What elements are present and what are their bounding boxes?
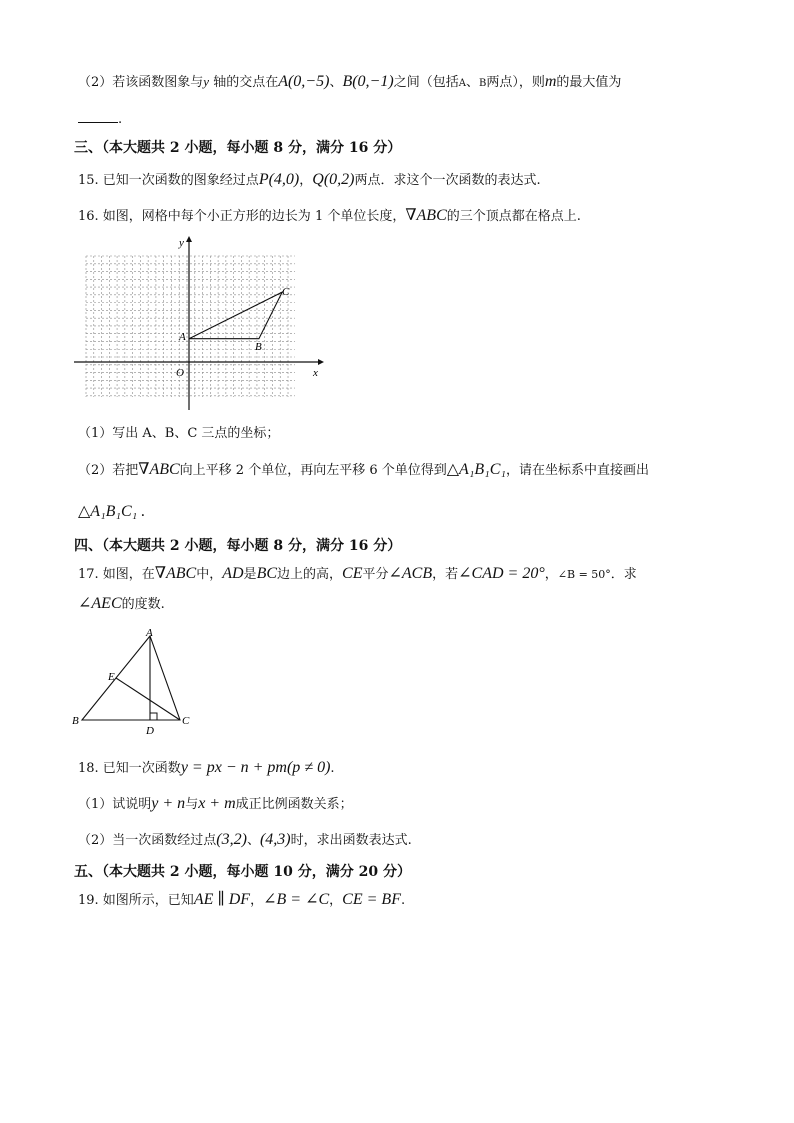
q17-cont: ∠AEC的度数.	[78, 595, 165, 612]
x-axis-arrow	[318, 359, 324, 365]
point-label-d17: D	[146, 725, 154, 737]
triangle-abc	[189, 292, 282, 339]
point-label-a17: A	[146, 627, 153, 639]
grid-coordinate-figure	[70, 232, 330, 414]
section-4-heading: 四、（本大题共 2 小题，每小题 8 分，满分 16 分）	[74, 538, 402, 554]
q16-part2-cont: △A₁B₁C₁ .	[78, 503, 146, 520]
answer-blank-line: .	[78, 108, 122, 130]
q16-part2: （2）若把∇ABC向上平移 2 个单位，再向左平移 6 个单位得到△A₁B₁C₁，请在坐标系中直接画出	[78, 461, 649, 478]
grid-lines	[86, 256, 295, 397]
right-angle-mark	[150, 713, 157, 720]
q18: 18. 已知一次函数y = px − n + pm(p ≠ 0).	[78, 759, 335, 776]
origin-label: O	[176, 367, 184, 379]
point-label-c17: C	[182, 715, 190, 727]
axis-label-x: x	[313, 367, 318, 379]
triangle-figure	[68, 624, 208, 740]
axis-label-y: y	[179, 237, 184, 249]
point-label-c: C	[282, 286, 290, 298]
bisector-ce	[116, 678, 180, 720]
triangle-abc-17	[82, 636, 180, 720]
q16: 16. 如图，网格中每个小正方形的边长为 1 个单位长度，∇ABC的三个顶点都在格点上.	[78, 207, 581, 224]
point-label-a: A	[179, 331, 186, 343]
q19: 19. 如图所示，已知AE ∥ DF，∠B = ∠C，CE = BF.	[78, 891, 406, 908]
section-3-heading: 三、（本大题共 2 小题，每小题 8 分，满分 16 分）	[74, 140, 402, 156]
point-label-e17: E	[108, 671, 115, 683]
section-5-heading: 五、（本大题共 2 小题，每小题 10 分，满分 20 分）	[74, 864, 411, 880]
q15: 15. 已知一次函数的图象经过点P(4,0)，Q(0,2)两点．求这个一次函数的表达式.	[78, 171, 541, 188]
y-axis-arrow	[186, 236, 192, 242]
q14-part2: （2）若该函数图象与y 轴的交点在A(0,−5)、B(0,−1)之间（包括A、B两点），则m的最大值为	[78, 73, 622, 90]
q17: 17. 如图，在∇ABC中，AD是BC边上的高，CE平分∠ACB，若∠CAD = 20°，∠B = 50°．求	[78, 565, 637, 582]
q18-part1: （1）试说明y + n与x + m成正比例函数关系；	[78, 795, 353, 812]
q16-part1: （1）写出 A、B、C 三点的坐标；	[78, 426, 280, 441]
point-label-b: B	[255, 341, 262, 353]
answer-blank	[78, 108, 118, 123]
point-label-b17: B	[72, 715, 79, 727]
q18-part2: （2）当一次函数经过点(3,2)、(4,3)时，求出函数表达式.	[78, 831, 412, 848]
